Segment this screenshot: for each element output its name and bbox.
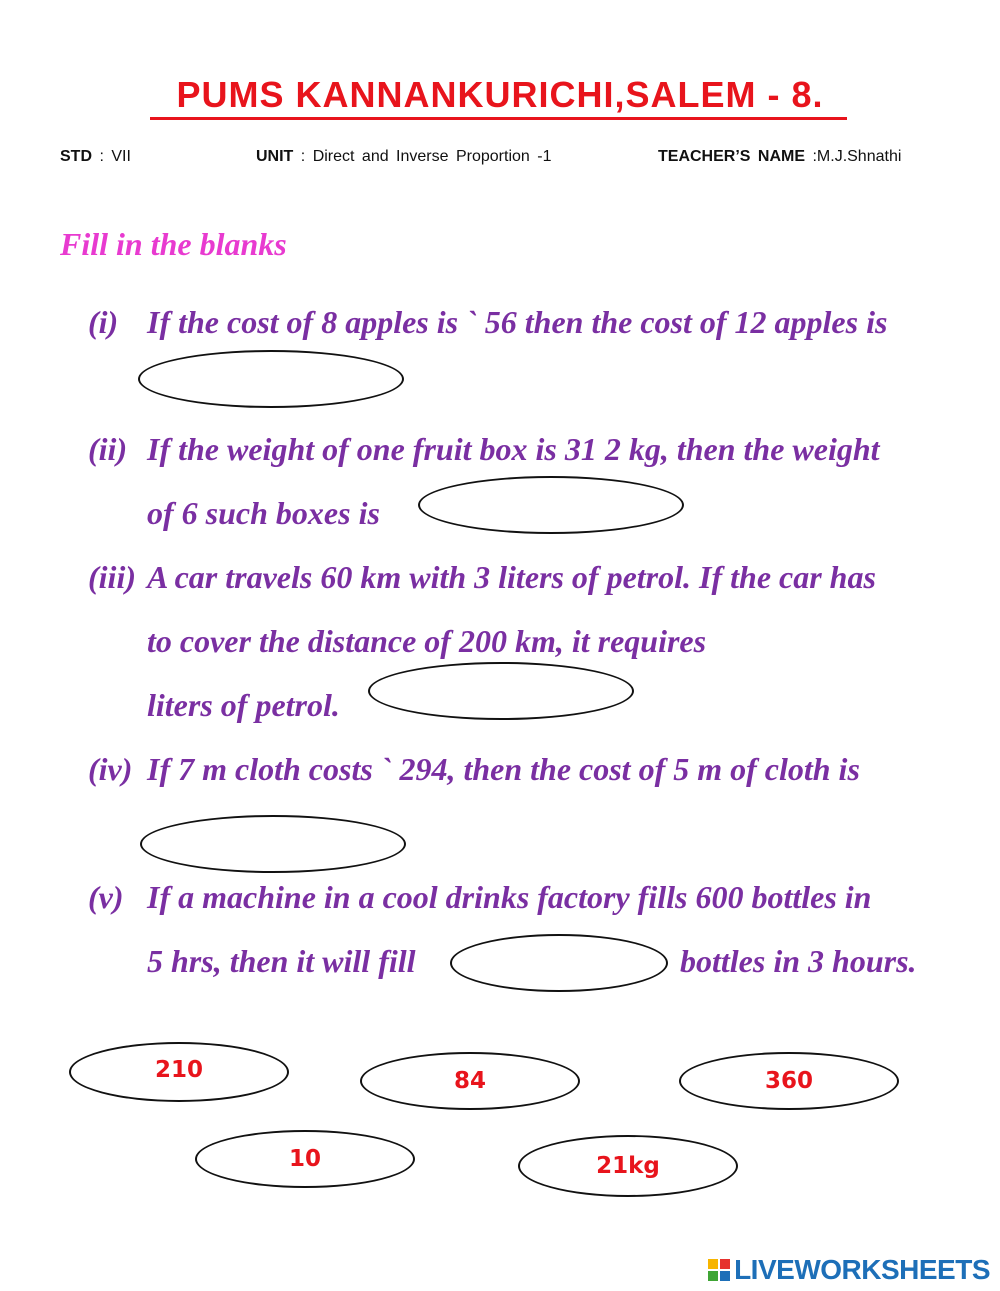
school-title: PUMS KANNANKURICHI,SALEM - 8.	[176, 74, 824, 115]
option-210[interactable]	[69, 1042, 289, 1102]
liveworksheets-brand	[708, 1255, 990, 1285]
question-3-text: A car travels 60 km with 3 liters of petrol. If the car has	[147, 559, 876, 595]
std-value: VII	[111, 148, 131, 165]
question-5-text: If a machine in a cool drinks factory fills 600 bottles in	[147, 879, 872, 915]
question-3-text-line2: to cover the distance of 200 km, it requires	[147, 623, 707, 659]
option-10[interactable]	[195, 1130, 415, 1188]
std-label: STD	[60, 148, 92, 165]
question-3-text-line3: liters of petrol.	[147, 687, 340, 723]
answer-blank-4[interactable]	[140, 815, 406, 873]
std-info: STD : VII	[60, 148, 131, 165]
option-label: 360	[764, 1068, 813, 1094]
teacher-label: TEACHER’S NAME	[658, 148, 806, 165]
answer-blank-1[interactable]	[138, 350, 404, 408]
section-heading: Fill in the blanks	[60, 226, 287, 262]
question-4-number: (iv)	[88, 751, 133, 787]
question-1-text: If the cost of 8 apples is ` 56 then the cost of 12 apples is	[147, 304, 888, 340]
question-5-text-line2a: 5 hrs, then it will fill	[147, 943, 416, 979]
question-1-number: (i)	[88, 304, 119, 340]
answer-blank-3[interactable]	[368, 662, 634, 720]
question-2-text: If the weight of one fruit box is 31 2 kg, then the weight	[147, 431, 880, 467]
question-5-number: (v)	[88, 879, 124, 915]
question-2-text-line2: of 6 such boxes is	[147, 495, 380, 531]
option-21kg[interactable]	[518, 1135, 738, 1197]
brand-text: LIVEWORKSHEETS	[734, 1254, 990, 1285]
question-5-text-line2b: bottles in 3 hours.	[680, 943, 917, 979]
option-label: 21kg	[596, 1153, 660, 1179]
option-label: 84	[453, 1068, 486, 1094]
liveworksheets-logo-icon	[708, 1259, 730, 1281]
option-label: 210	[154, 1057, 203, 1083]
question-4-text: If 7 m cloth costs ` 294, then the cost of 5 m of cloth is	[147, 751, 860, 787]
unit-label: UNIT	[256, 148, 294, 165]
unit-value: Direct and Inverse Proportion -1	[312, 148, 552, 165]
answer-blank-2[interactable]	[418, 476, 684, 534]
title-underline	[150, 117, 847, 120]
teacher-value: :M.J.Shnathi	[812, 148, 902, 165]
option-label: 10	[288, 1146, 321, 1172]
teacher-info	[658, 148, 901, 166]
question-2-number: (ii)	[88, 431, 128, 467]
unit-info: UNIT : Direct and Inverse Proportion -1	[256, 148, 552, 165]
option-84[interactable]	[360, 1052, 580, 1110]
question-3-number: (iii)	[88, 559, 136, 595]
option-360[interactable]	[679, 1052, 899, 1110]
answer-blank-5[interactable]	[450, 934, 668, 992]
